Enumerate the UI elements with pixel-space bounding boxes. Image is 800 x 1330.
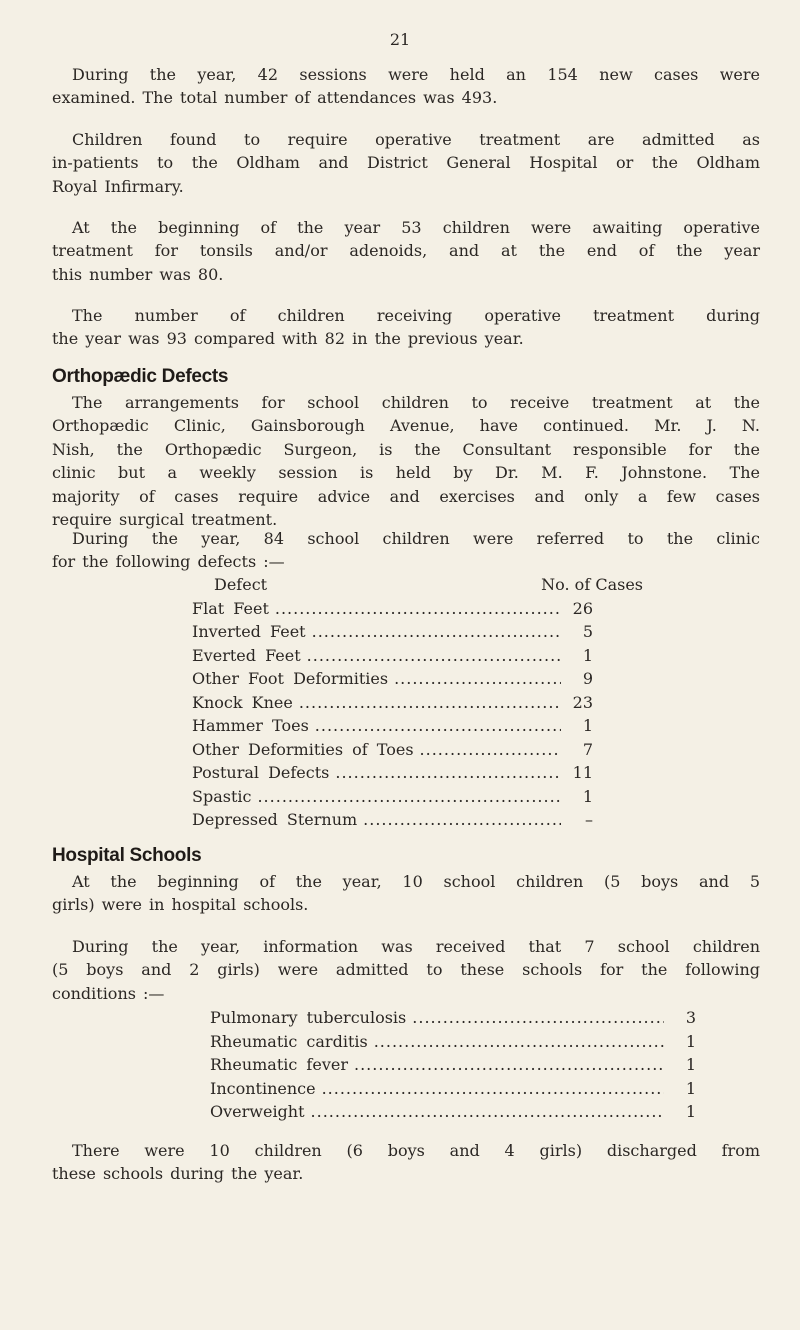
text-line: Nish, the Orthopædic Surgeon, is the Consultant responsible for the bbox=[52, 439, 760, 459]
table-row bbox=[192, 691, 593, 715]
conditions-list bbox=[210, 1006, 696, 1124]
heading-hospital-schools: Hospital Schools bbox=[52, 845, 202, 866]
header-cases: No. of Cases bbox=[541, 575, 643, 594]
row-label: Everted Feet bbox=[192, 645, 301, 665]
table-row bbox=[192, 597, 593, 621]
row-label: Flat Feet bbox=[192, 598, 269, 618]
text-line: During the year, 42 sessions were held an 154 new cases were bbox=[72, 65, 760, 84]
row-count: 1 bbox=[685, 1078, 696, 1098]
paragraph-sessions bbox=[52, 63, 760, 110]
text-line: these schools during the year. bbox=[52, 1164, 304, 1184]
text-line: Children found to require operative treatment are admitted as bbox=[72, 130, 760, 149]
row-label: Inverted Feet bbox=[192, 622, 306, 641]
text-line: clinic but a weekly session is held by Dr. M. F. Johnstone. The bbox=[52, 463, 760, 483]
row-label: Knock Knee bbox=[192, 692, 293, 712]
dot-leader bbox=[420, 738, 561, 762]
row-label: Rheumatic carditis bbox=[210, 1031, 368, 1051]
row-count: 9 bbox=[582, 669, 593, 688]
row-count: 1 bbox=[685, 1102, 696, 1121]
page-number: 21 bbox=[389, 30, 411, 49]
text-line: There were 10 children (6 boys and 4 girls) discharged from bbox=[72, 1141, 760, 1160]
dot-leader bbox=[257, 785, 561, 809]
text-line: treatment for tonsils and/or adenoids, and at the end of the year bbox=[52, 241, 760, 261]
list-item bbox=[210, 1053, 696, 1077]
paragraph-orthopaedic-clinic bbox=[52, 391, 760, 531]
row-count: 23 bbox=[572, 692, 593, 712]
table-row bbox=[192, 738, 593, 762]
row-label: Hammer Toes bbox=[192, 716, 309, 735]
table-row bbox=[192, 667, 593, 691]
header-defect: Defect bbox=[214, 575, 268, 594]
dot-leader bbox=[363, 808, 561, 832]
text-line: in-patients to the Oldham and District General Hospital or the Oldham bbox=[52, 153, 760, 173]
row-count: 1 bbox=[582, 786, 593, 806]
dot-leader bbox=[312, 620, 561, 644]
row-count: – bbox=[585, 810, 593, 829]
row-count: 1 bbox=[582, 645, 593, 665]
row-label: Spastic bbox=[192, 786, 252, 806]
text-line: girls) were in hospital schools. bbox=[52, 895, 309, 915]
text-line: this number was 80. bbox=[52, 264, 224, 284]
row-count: 26 bbox=[572, 598, 593, 618]
text-line: for the following defects :— bbox=[52, 552, 285, 572]
dot-leader bbox=[307, 644, 561, 668]
dot-leader bbox=[299, 691, 561, 715]
row-label: Overweight bbox=[210, 1102, 305, 1121]
dot-leader bbox=[412, 1006, 664, 1030]
text-line: The number of children receiving operative treatment during bbox=[72, 306, 760, 325]
list-item bbox=[210, 1006, 696, 1030]
row-count: 11 bbox=[572, 763, 593, 782]
text-line: The arrangements for school children to receive treatment at the bbox=[72, 393, 760, 412]
row-count: 7 bbox=[582, 739, 593, 759]
row-label: Depressed Sternum bbox=[192, 810, 358, 829]
dot-leader bbox=[311, 1100, 664, 1124]
list-item bbox=[210, 1030, 696, 1054]
paragraph-discharged bbox=[52, 1139, 760, 1186]
row-count: 1 bbox=[685, 1055, 696, 1074]
row-count: 1 bbox=[582, 716, 593, 735]
table-row bbox=[192, 808, 593, 832]
paragraph-referred bbox=[52, 527, 760, 574]
row-count: 5 bbox=[582, 622, 593, 641]
row-label: Other Deformities of Toes bbox=[192, 739, 414, 759]
table-row bbox=[192, 644, 593, 668]
defects-table bbox=[192, 573, 643, 832]
table-header bbox=[192, 573, 643, 597]
text-line: At the beginning of the year, 10 school children (5 boys and 5 bbox=[72, 872, 760, 891]
text-line: (5 boys and 2 girls) were admitted to these schools for the following bbox=[52, 960, 760, 980]
dot-leader bbox=[335, 761, 561, 785]
table-row bbox=[192, 785, 593, 809]
paragraph-operative-count bbox=[52, 304, 760, 351]
dot-leader bbox=[374, 1030, 664, 1054]
heading-orthopaedic-defects: Orthopædic Defects bbox=[52, 366, 229, 387]
row-label: Other Foot Deformities bbox=[192, 669, 389, 688]
row-label: Incontinence bbox=[210, 1078, 316, 1098]
text-line: During the year, information was received that 7 school children bbox=[72, 937, 760, 956]
text-line: majority of cases require advice and exercises and only a few cases bbox=[52, 486, 760, 506]
dot-leader bbox=[315, 714, 561, 738]
row-count: 3 bbox=[685, 1008, 696, 1027]
paragraph-operative-admission bbox=[52, 128, 760, 198]
list-item bbox=[210, 1100, 696, 1124]
dot-leader bbox=[394, 667, 561, 691]
dot-leader bbox=[275, 597, 561, 621]
text-line: the year was 93 compared with 82 in the previous year. bbox=[52, 329, 524, 349]
text-line: conditions :— bbox=[52, 983, 165, 1003]
paragraph-hospital-start bbox=[52, 870, 760, 917]
table-row bbox=[192, 714, 593, 738]
paragraph-awaiting bbox=[52, 216, 760, 286]
table-row bbox=[192, 761, 593, 785]
dot-leader bbox=[354, 1053, 664, 1077]
text-line: During the year, 84 school children were referred to the clinic bbox=[72, 529, 760, 548]
text-line: Orthopædic Clinic, Gainsborough Avenue, have continued. Mr. J. N. bbox=[52, 416, 760, 436]
row-label: Postural Defects bbox=[192, 763, 330, 782]
paragraph-hospital-admitted bbox=[52, 935, 760, 1005]
text-line: Royal Infirmary. bbox=[52, 176, 184, 196]
list-item bbox=[210, 1077, 696, 1101]
text-line: examined. The total number of attendances was 493. bbox=[52, 88, 498, 108]
text-line: require surgical treatment. bbox=[52, 509, 278, 529]
text-line: At the beginning of the year 53 children were awaiting operative bbox=[72, 218, 760, 237]
row-label: Pulmonary tuberculosis bbox=[210, 1008, 407, 1027]
dot-leader bbox=[322, 1077, 664, 1101]
table-row bbox=[192, 620, 593, 644]
row-count: 1 bbox=[685, 1031, 696, 1051]
row-label: Rheumatic fever bbox=[210, 1055, 348, 1074]
